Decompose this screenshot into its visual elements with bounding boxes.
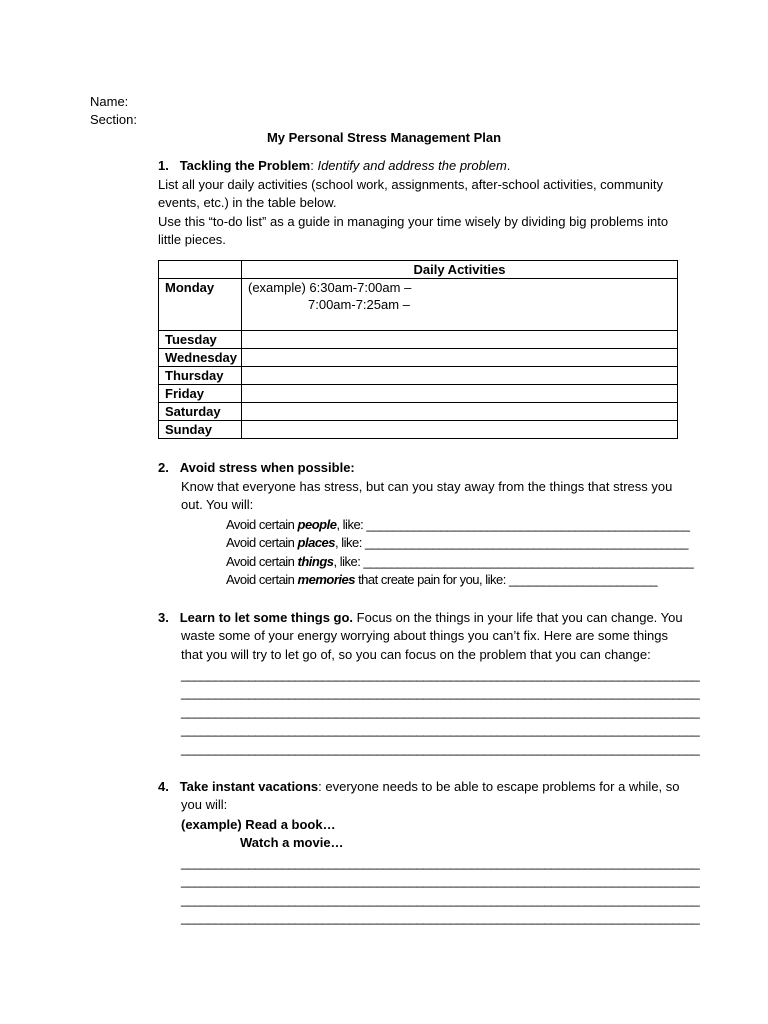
avoid-prefix: Avoid certain (226, 572, 298, 587)
day-label: Thursday (159, 367, 242, 385)
activity-cell[interactable] (242, 421, 678, 439)
blank-answer-line[interactable]: _____________________________________________________________________________ (181, 873, 700, 888)
table-row (159, 421, 678, 439)
avoid-things-line[interactable] (226, 553, 693, 572)
avoid-things-em: things (297, 554, 334, 569)
section4-heading-line (158, 778, 680, 797)
section2-line1: Know that everyone has stress, but can you stay away from the things that stress you (181, 479, 673, 494)
section2-number: 2. (158, 460, 169, 475)
day-label: Monday (159, 279, 242, 331)
section2-line2: out. You will: (181, 497, 254, 512)
section2-heading-line (158, 459, 355, 478)
example-line-2: 7:00am-7:25am – (308, 297, 410, 312)
avoid-suffix: , like: ________________________________________________ (335, 535, 689, 550)
avoid-suffix: , like: _________________________________________________ (333, 554, 694, 569)
avoid-memories-line[interactable] (226, 571, 657, 590)
blank-answer-line[interactable]: _____________________________________________________________________________ (181, 741, 700, 756)
section1-number: 1. (158, 158, 169, 173)
page-title: My Personal Stress Management Plan (266, 130, 502, 145)
section1-period: . (506, 158, 511, 173)
section-label: Section: (90, 112, 137, 127)
section3-line1-rest: Focus on the things in your life that you can change. You (353, 610, 683, 625)
day-label: Saturday (159, 403, 242, 421)
avoid-suffix: that create pain for you, like: ______________________ (354, 572, 658, 587)
section3-heading: Learn to let some things go. (179, 610, 354, 625)
section3-heading-line (158, 609, 683, 628)
blank-answer-line[interactable]: _____________________________________________________________________________ (181, 704, 700, 719)
table-row (159, 279, 678, 331)
activity-cell[interactable] (242, 385, 678, 403)
activity-cell[interactable] (242, 331, 678, 349)
avoid-people-line[interactable] (226, 516, 689, 535)
section4-line2: you will: (181, 797, 228, 812)
section4-example1: (example) Read a book… (181, 817, 336, 832)
table-row (159, 403, 678, 421)
section1-para1-line2: events, etc.) in the table below. (158, 195, 337, 210)
avoid-prefix: Avoid certain (226, 535, 298, 550)
section1-subheading: Identify and address the problem (317, 158, 507, 173)
section1-para2-line1: Use this “to-do list” as a guide in managing your time wisely by dividing big problems into (158, 214, 669, 229)
blank-answer-line[interactable]: _____________________________________________________________________________ (181, 855, 700, 870)
section3-number: 3. (158, 610, 169, 625)
section1-heading: Tackling the Problem (179, 158, 311, 173)
avoid-suffix: , like: ________________________________________________ (336, 517, 690, 532)
section1-para2-line2: little pieces. (158, 232, 226, 247)
section4-example2: Watch a movie… (240, 835, 344, 850)
blank-answer-line[interactable]: _____________________________________________________________________________ (181, 685, 700, 700)
section2-heading: Avoid stress when possible: (179, 460, 355, 475)
activity-cell[interactable] (242, 367, 678, 385)
day-label: Sunday (159, 421, 242, 439)
avoid-prefix: Avoid certain (226, 554, 298, 569)
section1-colon: : (310, 158, 314, 173)
section4-heading: Take instant vacations (179, 779, 319, 794)
day-label: Wednesday (159, 349, 242, 367)
section3-line2: waste some of your energy worrying about things you can’t fix. Here are some things (181, 628, 669, 643)
section4-number: 4. (158, 779, 169, 794)
day-label: Tuesday (159, 331, 242, 349)
table-header-row (159, 261, 678, 279)
activity-cell[interactable] (242, 403, 678, 421)
activity-cell[interactable] (242, 349, 678, 367)
table-row (159, 367, 678, 385)
avoid-places-em: places (297, 535, 336, 550)
avoid-places-line[interactable] (226, 534, 688, 553)
section3-line3: that you will try to let go of, so you can focus on the problem that you can change: (181, 647, 651, 662)
table-row (159, 385, 678, 403)
example-line-1: (example) 6:30am-7:00am – (248, 280, 412, 295)
daily-activities-table (158, 260, 678, 439)
section1-para1-line1: List all your daily activities (school work, assignments, after-school activities, community (158, 177, 664, 192)
avoid-memories-em: memories (297, 572, 355, 587)
blank-answer-line[interactable]: _____________________________________________________________________________ (181, 910, 700, 925)
table-row (159, 349, 678, 367)
day-label: Friday (159, 385, 242, 403)
name-label: Name: (90, 94, 129, 109)
activity-cell[interactable] (242, 279, 678, 331)
avoid-prefix: Avoid certain (226, 517, 298, 532)
section1-heading-line (158, 157, 510, 176)
blank-answer-line[interactable]: _____________________________________________________________________________ (181, 892, 700, 907)
blank-answer-line[interactable]: _____________________________________________________________________________ (181, 667, 700, 682)
avoid-people-em: people (297, 517, 337, 532)
table-header-daily-activities: Daily Activities (242, 261, 678, 279)
table-row (159, 331, 678, 349)
table-header-empty (159, 261, 242, 279)
section4-line1-rest: : everyone needs to be able to escape problems for a while, so (318, 779, 680, 794)
blank-answer-line[interactable]: _____________________________________________________________________________ (181, 722, 700, 737)
